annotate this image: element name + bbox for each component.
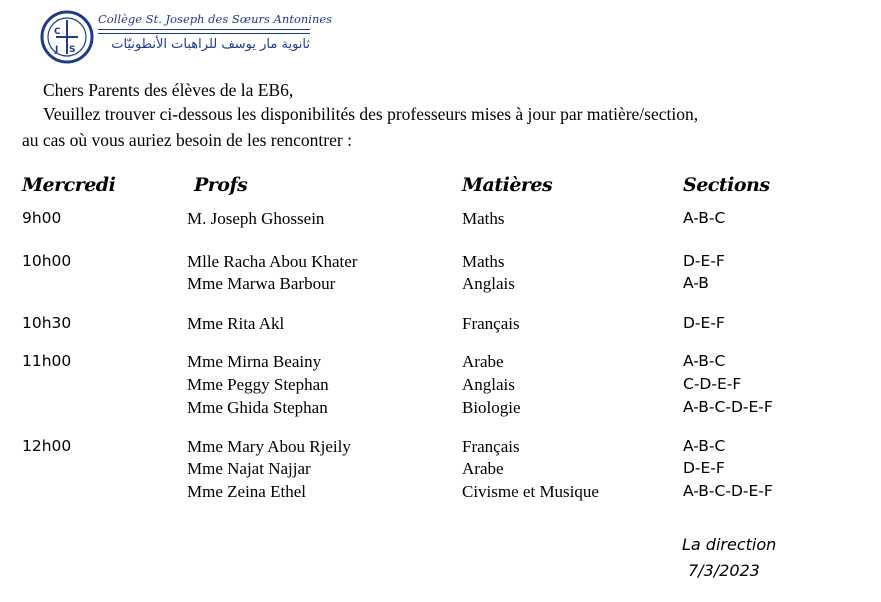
row-prof: Mme Mary Abou Rjeily bbox=[187, 437, 351, 456]
row-subject: Anglais bbox=[462, 375, 515, 394]
row-sections: D-E-F bbox=[683, 252, 725, 270]
column-header-sections: Sections bbox=[683, 174, 770, 196]
letterhead bbox=[40, 8, 333, 66]
column-header-day: Mercredi bbox=[22, 174, 116, 196]
row-subject: Maths bbox=[462, 252, 505, 271]
row-prof: Mme Najat Najjar bbox=[187, 459, 311, 478]
row-sections: C-D-E-F bbox=[683, 375, 742, 393]
row-prof: Mme Marwa Barbour bbox=[187, 274, 336, 293]
school-logo bbox=[40, 10, 94, 64]
row-sections: A-B-C bbox=[683, 437, 726, 455]
row-time: 10h00 bbox=[22, 252, 72, 270]
logo-letter-j: J bbox=[55, 45, 59, 55]
row-time: 9h00 bbox=[22, 209, 62, 227]
college-name-arabic: ثانوية مار يوسف للراهبات الأنطونيّات bbox=[111, 37, 310, 52]
row-subject: Civisme et Musique bbox=[462, 482, 599, 501]
row-subject: Maths bbox=[462, 209, 505, 228]
college-name: Collège St. Joseph des Sœurs Antonines bbox=[98, 12, 333, 26]
signature-date: 7/3/2023 bbox=[688, 561, 760, 580]
row-subject: Arabe bbox=[462, 459, 504, 478]
row-sections: A-B bbox=[683, 274, 709, 292]
row-sections: A-B-C-D-E-F bbox=[683, 482, 773, 500]
column-header-profs: Profs bbox=[194, 174, 248, 196]
signature-signer: La direction bbox=[682, 535, 777, 554]
row-prof: Mlle Racha Abou Khater bbox=[187, 252, 358, 271]
row-prof: Mme Mirna Beainy bbox=[187, 352, 322, 371]
row-subject: Français bbox=[462, 314, 520, 333]
row-prof: Mme Ghida Stephan bbox=[187, 398, 328, 417]
logo-letter-c: C bbox=[54, 27, 61, 37]
column-header-subjects: Matières bbox=[462, 174, 553, 196]
row-subject: Biologie bbox=[462, 398, 521, 417]
row-prof: Mme Rita Akl bbox=[187, 314, 285, 333]
row-prof: Mme Peggy Stephan bbox=[187, 375, 329, 394]
row-prof: Mme Zeina Ethel bbox=[187, 482, 306, 501]
row-sections: A-B-C-D-E-F bbox=[683, 398, 773, 416]
row-subject: Anglais bbox=[462, 274, 515, 293]
row-time: 11h00 bbox=[22, 352, 72, 370]
row-subject: Français bbox=[462, 437, 520, 456]
letter-body-line1: Veuillez trouver ci-dessous les disponibilités des professeurs mises à jour par matière/section, bbox=[43, 104, 699, 124]
row-subject: Arabe bbox=[462, 352, 504, 371]
row-sections: A-B-C bbox=[683, 209, 726, 227]
header-rule-bottom bbox=[98, 33, 310, 34]
letter-greeting: Chers Parents des élèves de la EB6, bbox=[43, 80, 294, 100]
row-sections: D-E-F bbox=[683, 459, 725, 477]
letter-body-line2: au cas où vous auriez besoin de les rencontrer : bbox=[22, 130, 352, 150]
row-prof: M. Joseph Ghossein bbox=[187, 209, 325, 228]
row-sections: D-E-F bbox=[683, 314, 725, 332]
row-time: 10h30 bbox=[22, 314, 72, 332]
header-rule-top bbox=[98, 29, 310, 30]
row-time: 12h00 bbox=[22, 437, 72, 455]
row-sections: A-B-C bbox=[683, 352, 726, 370]
logo-letter-s: S bbox=[69, 45, 76, 55]
